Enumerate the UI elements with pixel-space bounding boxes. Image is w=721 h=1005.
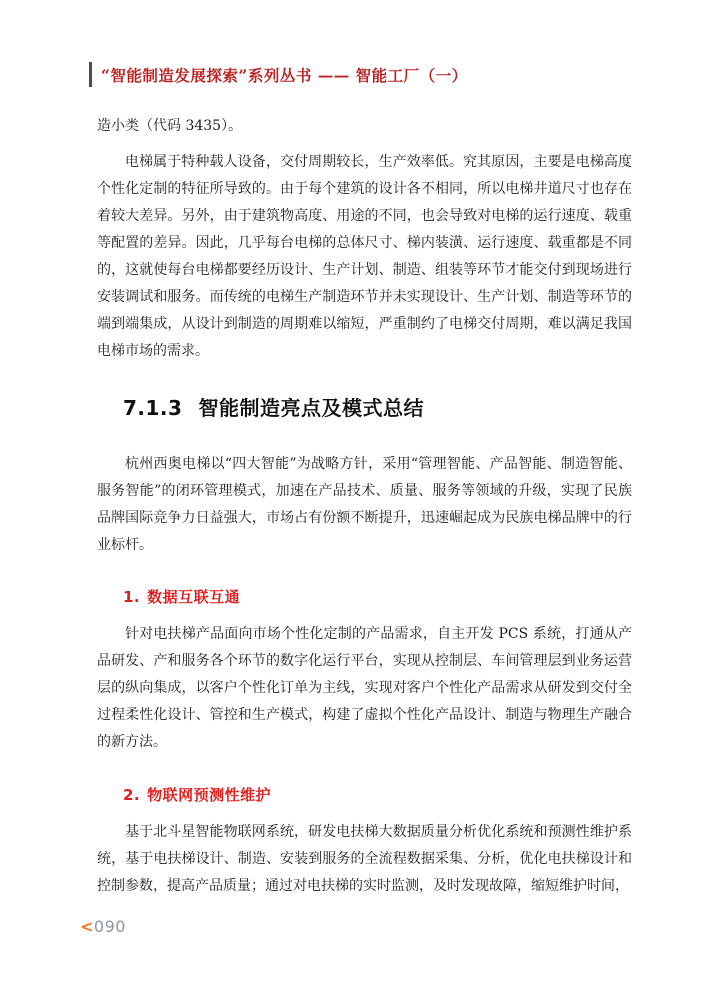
subsection-2-title: 物联网预测性维护 — [147, 786, 272, 804]
series-title: “智能制造发展探索”系列丛书 —— 智能工厂（一） — [101, 65, 468, 85]
header-rule-bar — [89, 62, 92, 87]
subsection-heading-1 — [123, 586, 632, 607]
paragraph-data-interconnection: 针对电扶梯产品面向市场个性化定制的产品需求，自主开发 PCS 系统，打通从产品研发、产和服务各个环节的数字化运行平台，实现从控制层、车间管理层到业务运营层的纵向集成，以客户个性化订单为主线，实现对客户个性化产品需求从研发到交付全过程柔性化设计、管控和生产模式，构建了虚拟个性化产品设计、制造与物理生产融合的新方法。 — [97, 626, 632, 750]
section-heading — [123, 392, 632, 421]
paragraph-iot-predictive-maintenance: 基于北斗星智能物联网系统，研发电扶梯大数据质量分析优化系统和预测性维护系统，基于电扶梯设计、制造、安装到服务的全流程数据采集、分析，优化电扶梯设计和控制参数，提高产品质量；通过对电扶梯的实时监测，及时发现故障，缩短维护时间， — [97, 824, 632, 894]
subsection-2-number: 2. — [123, 786, 141, 804]
page-number: 090 — [93, 917, 126, 936]
paragraph-strategy-overview: 杭州西奥电梯以“四大智能”为战略方针，采用“管理智能、产品智能、制造智能、服务智能”的闭环管理模式，加速在产品技术、质量、服务等领域的升级，实现了民族品牌国际竞争力日益强大，市场占有份额不断提升，迅速崛起成为民族电梯品牌中的行业标杆。 — [97, 456, 632, 553]
page-footer — [80, 917, 126, 936]
subsection-heading-2 — [123, 784, 632, 805]
section-title: 智能制造亮点及模式总结 — [198, 396, 424, 420]
paragraph-elevator-overview: 电梯属于特种载人设备，交付周期较长，生产效率低。究其原因，主要是电梯高度个性化定制的特征所导致的。由于每个建筑的设计各不相同，所以电梯井道尺寸也存在着较大差异。另外，由于建筑物高度、用途的不同，也会导致对电梯的运行速度、载重等配置的差异。因此，几乎每台电梯的总体尺寸、梯内装潢、运行速度、载重都是不同的，这就使每台电梯都要经历设计、生产计划、制造、组装等环节才能交付到现场进行安装调试和服务。而传统的电梯生产制造环节并未实现设计、生产计划、制造等环节的端到端集成，从设计到制造的周期难以缩短，严重制约了电梯交付周期，难以满足我国电梯市场的需求。 — [97, 154, 632, 359]
section-number: 7.1.3 — [123, 396, 183, 420]
subsection-1-number: 1. — [123, 588, 141, 606]
subsection-1-title: 数据互联互通 — [147, 588, 241, 606]
continuation-paragraph: 造小类（代码 3435）。 — [97, 118, 243, 134]
running-head — [89, 62, 468, 87]
page-marker-icon: < — [80, 917, 94, 936]
page-body — [97, 113, 632, 900]
